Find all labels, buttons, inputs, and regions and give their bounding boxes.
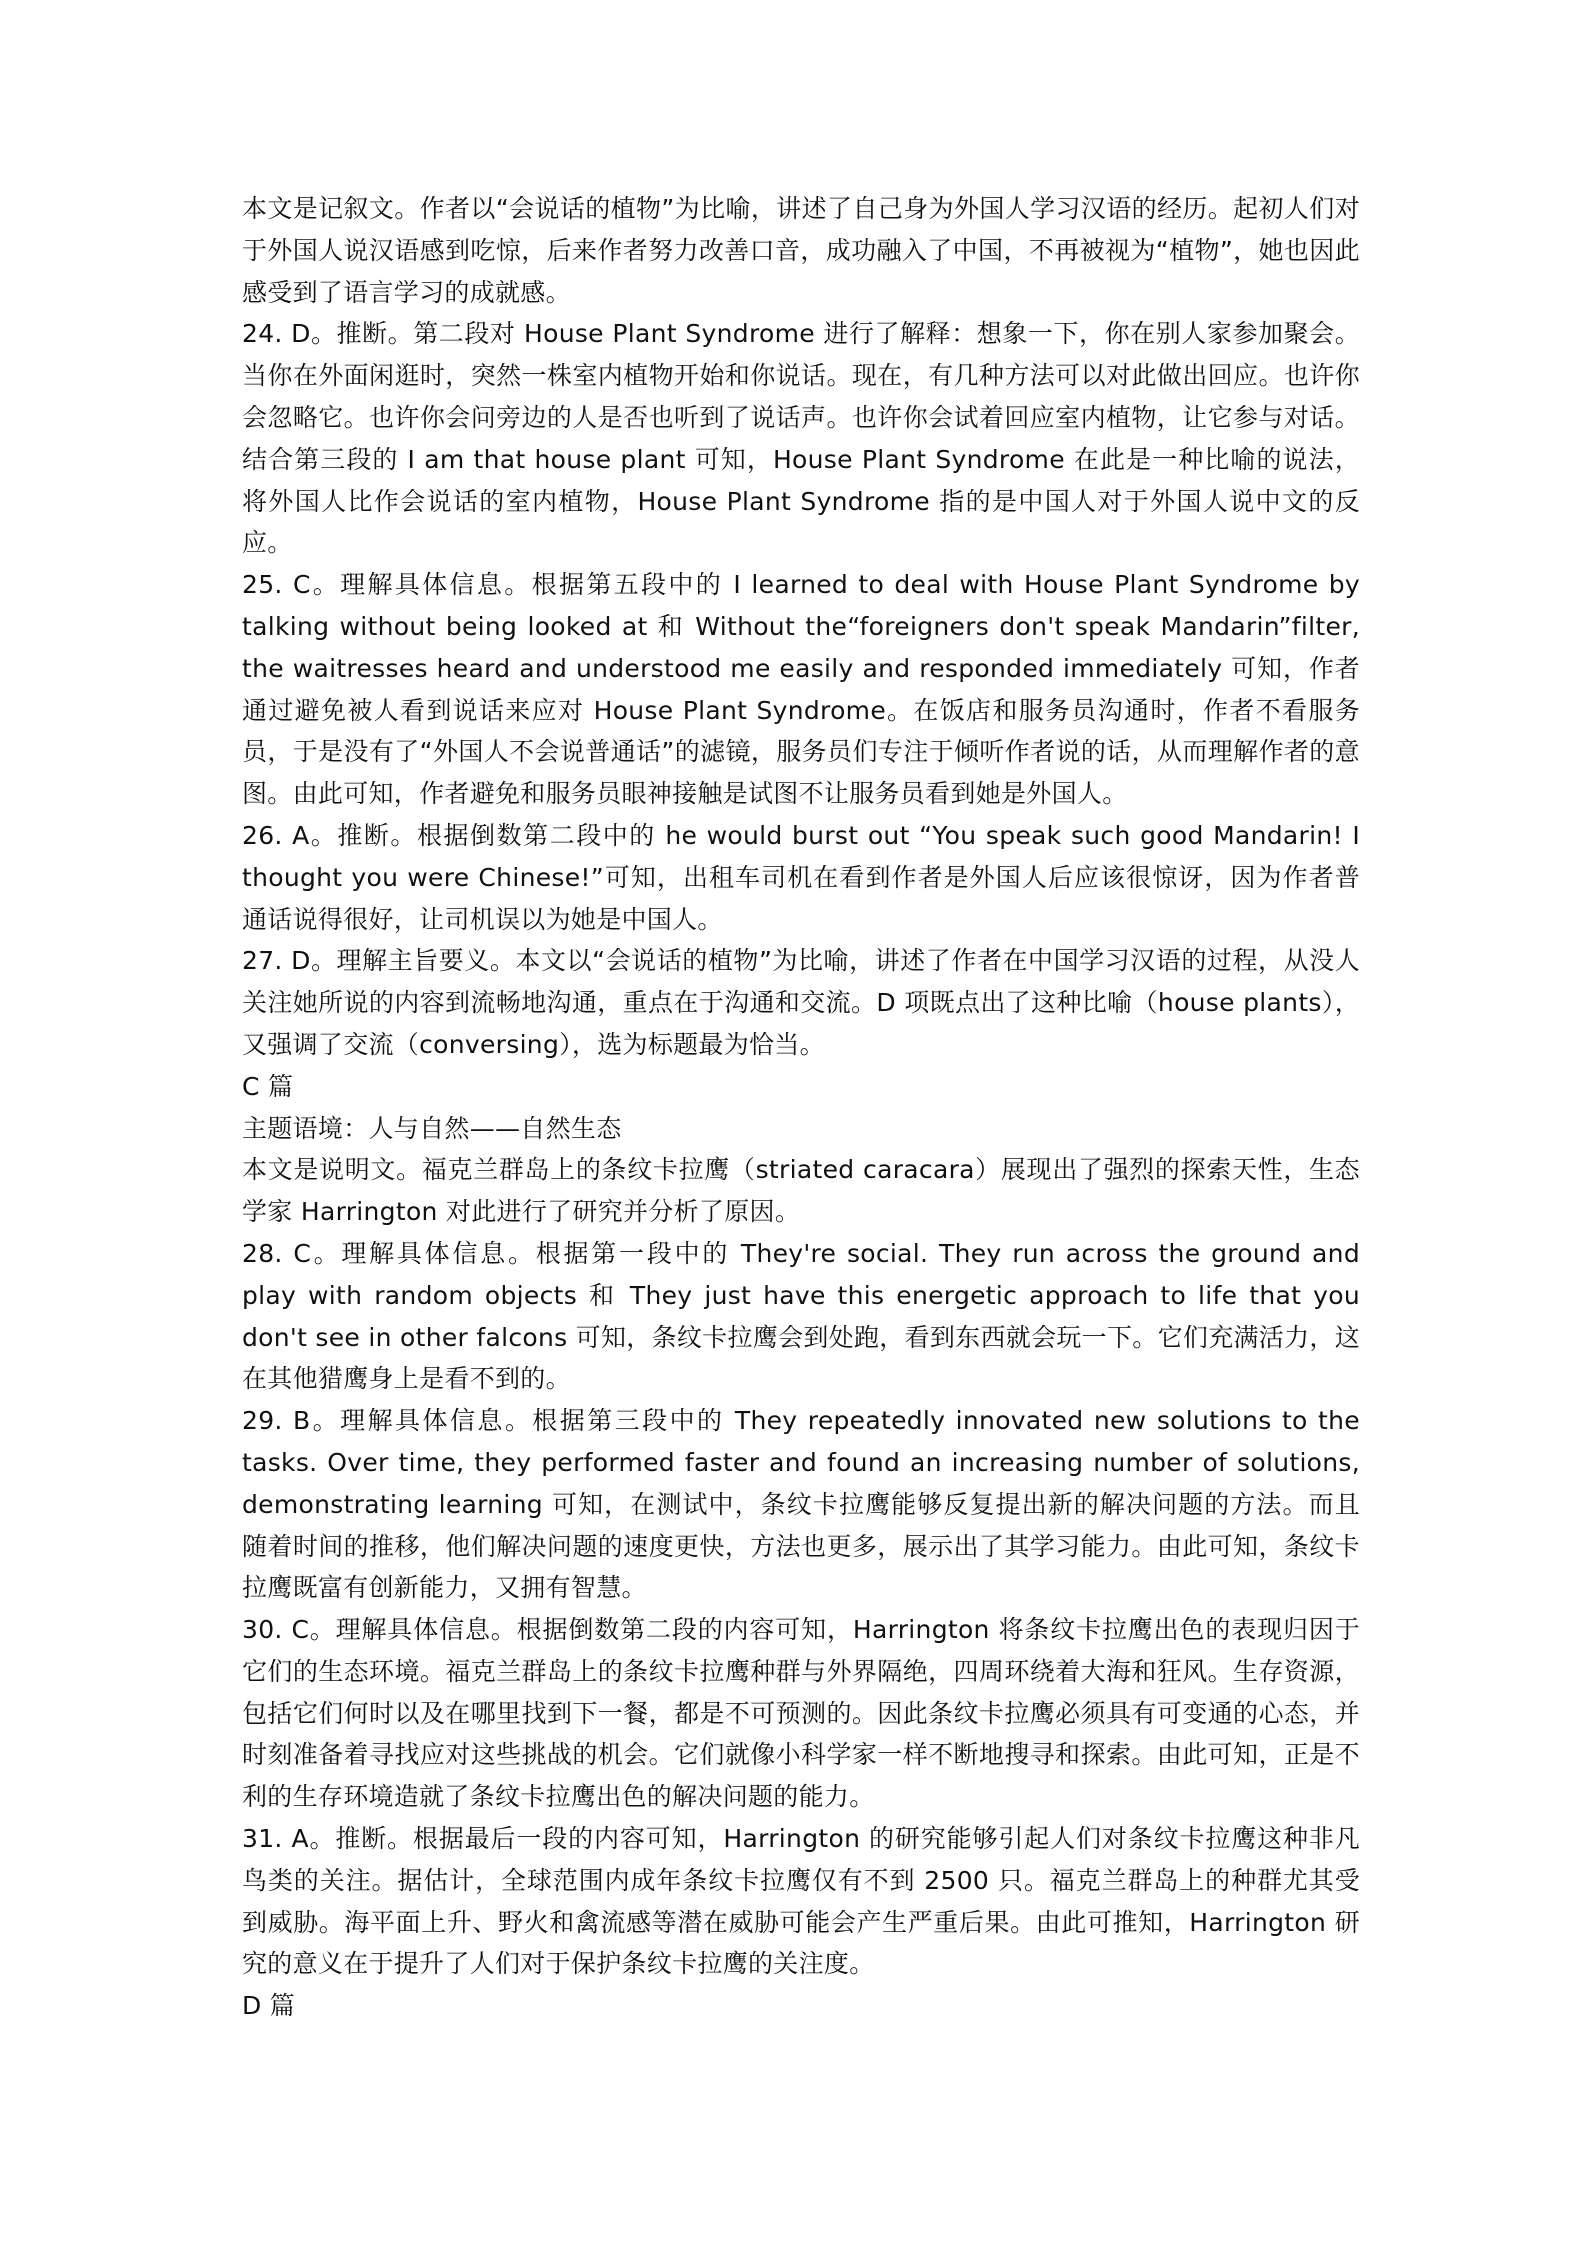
passage-c-summary: 本文是说明文。福克兰群岛上的条纹卡拉鹰（striated caracara）展现出了强烈的探索天性，生态学家 Harrington 对此进行了研究并分析了原因。 bbox=[242, 1155, 1360, 1227]
answer-27-explanation: 27. D。理解主旨要义。本文以“会说话的植物”为比喻，讲述了作者在中国学习汉语的过程，从没人关注她所说的内容到流畅地沟通，重点在于沟通和交流。D 项既点出了这种比喻（house plants），又强调了交流（conversing），选为标题最为恰当。 bbox=[242, 946, 1360, 1059]
section-heading-d: D 篇 bbox=[242, 1991, 296, 2021]
answer-25-explanation: 25. C。理解具体信息。根据第五段中的 I learned to deal with House Plant Syndrome by talking without being looked at 和 Without the“foreigners don't speak Mandarin”filter, the waitresses heard and understood me easily and responded immediately 可知，作者通过避免被人看到说话来应对 House Plant Syndrome。在饭店和服务员沟通时，作者不看服务员，于是没有了“外国人不会说普通话”的滤镜，服务员们专注于倾听作者说的话，从而理解作者的意图。由此可知，作者避免和服务员眼神接触是试图不让服务员看到她是外国人。 bbox=[242, 570, 1360, 809]
answer-29-explanation: 29. B。理解具体信息。根据第三段中的 They repeatedly innovated new solutions to the tasks. Over time, they performed faster and found an increasing number of solutions, demonstrating learning 可知，在测试中，条纹卡拉鹰能够反复提出新的解决问题的方法。而且随着时间的推移，他们解决问题的速度更快，方法也更多，展示出了其学习能力。由此可知，条纹卡拉鹰既富有创新能力，又拥有智慧。 bbox=[242, 1406, 1360, 1603]
passage-b-summary: 本文是记叙文。作者以“会说话的植物”为比喻，讲述了自己身为外国人学习汉语的经历。起初人们对于外国人说汉语感到吃惊，后来作者努力改善口音，成功融入了中国，不再被视为“植物”，她也因此感受到了语言学习的成就感。 bbox=[242, 194, 1360, 307]
section-heading-c: C 篇 bbox=[242, 1071, 294, 1101]
document-page bbox=[242, 188, 1360, 2027]
theme-context: 主题语境：人与自然——自然生态 bbox=[242, 1113, 622, 1143]
answer-31-explanation: 31. A。推断。根据最后一段的内容可知，Harrington 的研究能够引起人们对条纹卡拉鹰这种非凡鸟类的关注。据估计，全球范围内成年条纹卡拉鹰仅有不到 2500 只。福克兰群岛上的种群尤其受到威胁。海平面上升、野火和禽流感等潜在威胁可能会产生严重后果。由此可推知，Harrington 研究的意义在于提升了人们对于保护条纹卡拉鹰的关注度。 bbox=[242, 1824, 1360, 1979]
answer-28-explanation: 28. C。理解具体信息。根据第一段中的 They're social. They run across the ground and play with random objects 和 They just have this energetic approach to life that you don't see in other falcons 可知，条纹卡拉鹰会到处跑，看到东西就会玩一下。它们充满活力，这在其他猎鹰身上是看不到的。 bbox=[242, 1238, 1360, 1394]
answer-30-explanation: 30. C。理解具体信息。根据倒数第二段的内容可知，Harrington 将条纹卡拉鹰出色的表现归因于它们的生态环境。福克兰群岛上的条纹卡拉鹰种群与外界隔绝，四周环绕着大海和狂风。生存资源，包括它们何时以及在哪里找到下一餐，都是不可预测的。因此条纹卡拉鹰必须具有可变通的心态，并时刻准备着寻找应对这些挑战的机会。它们就像小科学家一样不断地搜寻和探索。由此可知，正是不利的生存环境造就了条纹卡拉鹰出色的解决问题的能力。 bbox=[242, 1615, 1360, 1812]
answer-26-explanation: 26. A。推断。根据倒数第二段中的 he would burst out “You speak such good Mandarin! I thought you were Chinese!”可知，出租车司机在看到作者是外国人后应该很惊讶，因为作者普通话说得很好，让司机误以为她是中国人。 bbox=[242, 820, 1360, 934]
answer-24-explanation: 24. D。推断。第二段对 House Plant Syndrome 进行了解释：想象一下，你在别人家参加聚会。当你在外面闲逛时，突然一株室内植物开始和你说话。现在，有几种方法可以对此做出回应。也许你会忽略它。也许你会问旁边的人是否也听到了说话声。也许你会试着回应室内植物，让它参与对话。结合第三段的 I am that house plant 可知，House Plant Syndrome 在此是一种比喻的说法，将外国人比作会说话的室内植物，House Plant Syndrome 指的是中国人对于外国人说中文的反应。 bbox=[242, 319, 1360, 558]
